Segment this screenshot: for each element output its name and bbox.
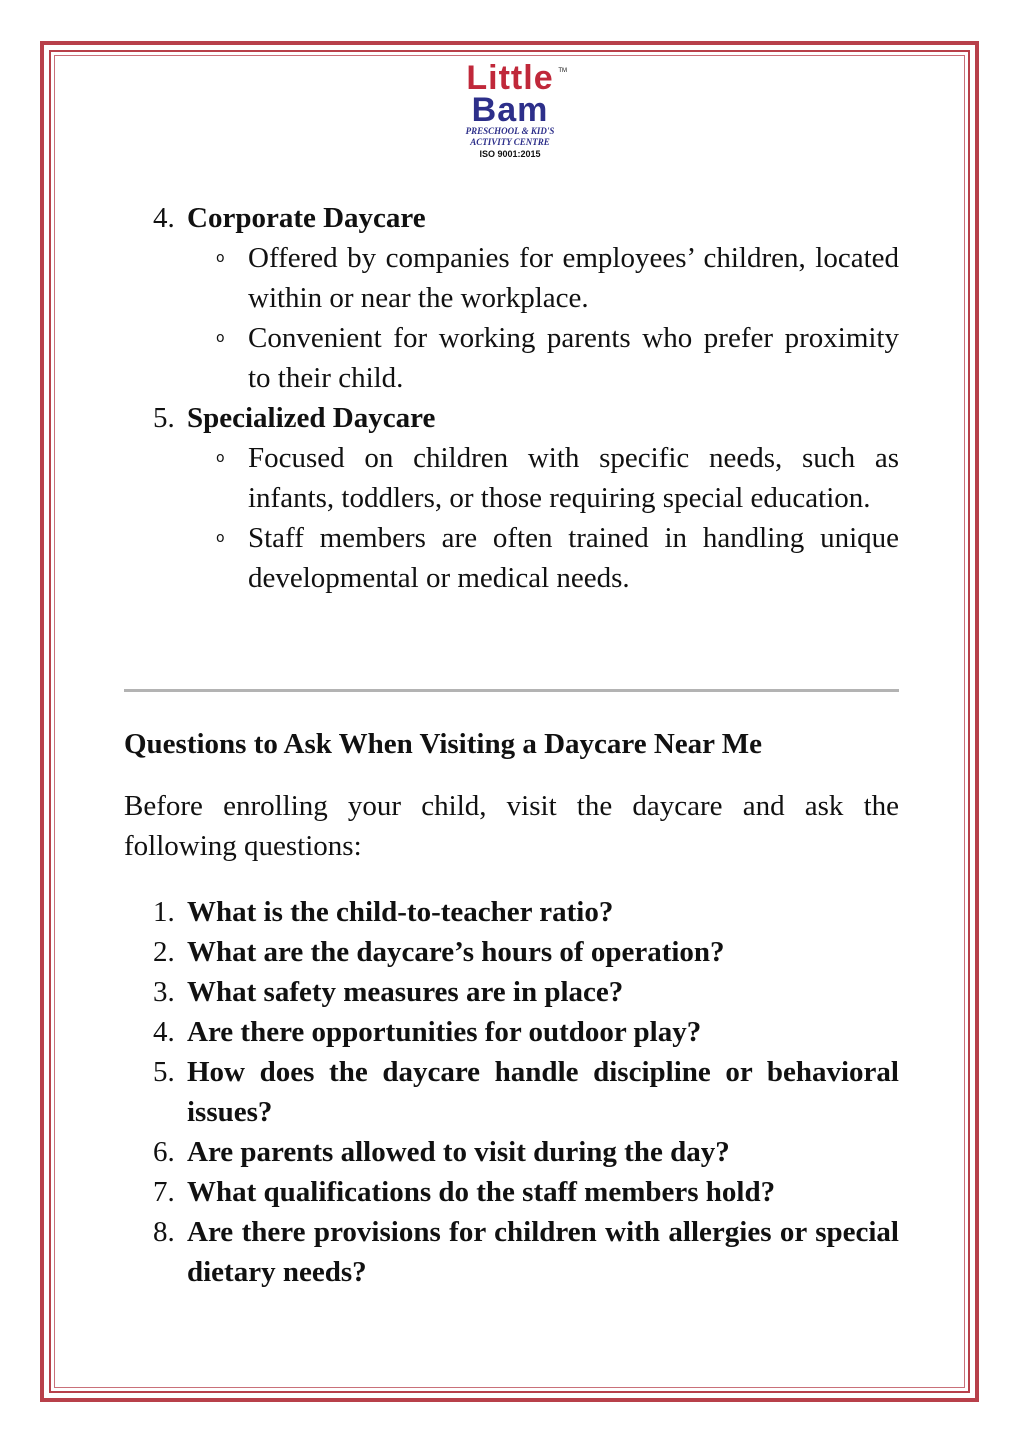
circle-bullet-icon: o — [216, 250, 225, 266]
circle-bullet-icon: o — [216, 450, 225, 466]
circle-bullet-icon: o — [216, 330, 225, 346]
sub-point — [124, 318, 899, 398]
question-number: 5. — [153, 1056, 175, 1088]
question-item — [124, 1172, 899, 1212]
question-item — [124, 1212, 899, 1292]
question-number: 7. — [153, 1176, 175, 1208]
sub-point — [124, 238, 899, 318]
item-title: Corporate Daycare — [187, 202, 426, 234]
sub-point-text: Staff members are often trained in handling unique developmental or medical needs. — [248, 522, 899, 594]
question-item — [124, 932, 899, 972]
question-item — [124, 1012, 899, 1052]
logo-trademark: TM — [558, 68, 567, 74]
question-number: 4. — [153, 1016, 175, 1048]
list-item-corporate-daycare — [124, 198, 899, 238]
sub-point-text: Focused on children with specific needs, such as infants, toddlers, or those requiring special education. — [248, 442, 899, 514]
little-bam-logo — [445, 59, 575, 172]
list-item-specialized-daycare — [124, 398, 899, 438]
question-number: 1. — [153, 896, 175, 928]
circle-bullet-icon: o — [216, 530, 225, 546]
section-intro: Before enrolling your child, visit the daycare and ask the following questions: — [124, 790, 899, 862]
section-divider — [124, 689, 899, 692]
question-text: Are parents allowed to visit during the day? — [187, 1136, 730, 1168]
item-title: Specialized Daycare — [187, 402, 436, 434]
daycare-types-list — [124, 198, 899, 598]
question-item — [124, 972, 899, 1012]
sub-point — [124, 518, 899, 598]
question-number: 3. — [153, 976, 175, 1008]
list-number: 5. — [153, 402, 175, 434]
questions-list — [124, 892, 899, 1292]
list-number: 4. — [153, 202, 175, 234]
question-text: How does the daycare handle discipline or behavioral issues? — [187, 1056, 899, 1128]
sub-point — [124, 438, 899, 518]
questions-section — [124, 724, 899, 1292]
logo-word-bam: Bam — [471, 91, 549, 129]
question-text: What is the child-to-teacher ratio? — [187, 896, 614, 928]
logo-word-little: Little — [466, 59, 554, 97]
question-number: 2. — [153, 936, 175, 968]
question-item — [124, 1132, 899, 1172]
question-item — [124, 892, 899, 932]
question-text: Are there provisions for children with allergies or special dietary needs? — [187, 1216, 899, 1288]
question-number: 8. — [153, 1216, 175, 1248]
question-item — [124, 1052, 899, 1132]
logo-tagline-1: PRESCHOOL & KID'S — [465, 126, 555, 136]
question-text: What safety measures are in place? — [187, 976, 624, 1008]
question-text: Are there opportunities for outdoor play? — [187, 1016, 702, 1048]
sub-point-text: Convenient for working parents who prefer proximity to their child. — [248, 322, 899, 394]
section-heading: Questions to Ask When Visiting a Daycare Near Me — [124, 728, 763, 760]
question-text: What are the daycare’s hours of operation? — [187, 936, 725, 968]
question-text: What qualifications do the staff members hold? — [187, 1176, 776, 1208]
sub-point-text: Offered by companies for employees’ children, located within or near the workplace. — [248, 242, 899, 314]
logo-tagline-2: ACTIVITY CENTRE — [470, 137, 550, 147]
logo-iso: ISO 9001:2015 — [479, 149, 541, 159]
question-number: 6. — [153, 1136, 175, 1168]
